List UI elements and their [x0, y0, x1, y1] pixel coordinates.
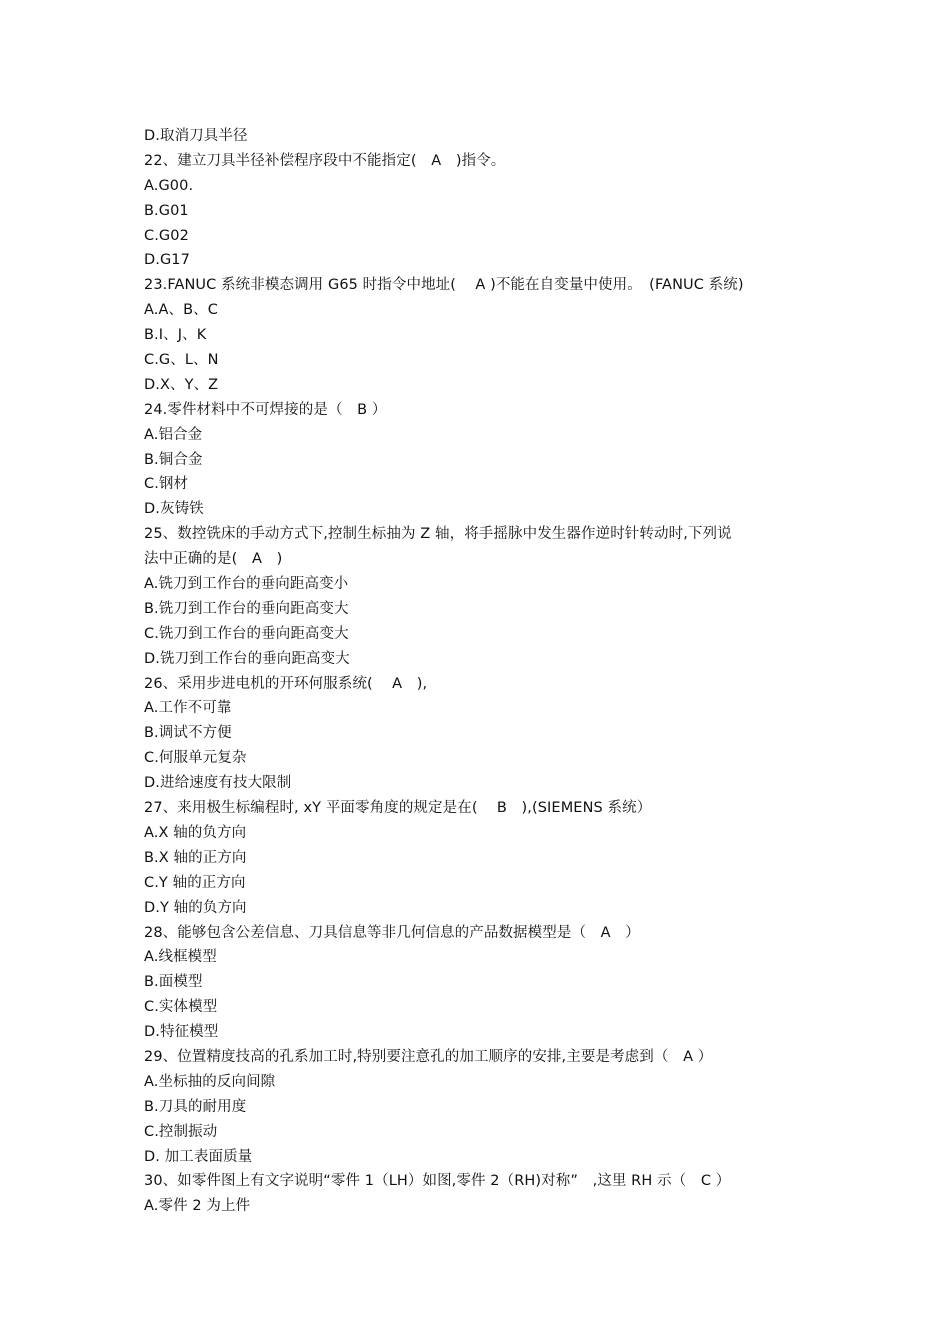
question-25-continued: 法中正确的是( A ) — [144, 551, 283, 568]
option-line: D.G17 — [144, 252, 190, 269]
option-line: B.调试不方便 — [144, 725, 232, 742]
option-line: A.坐标抽的反向间隙 — [144, 1073, 276, 1090]
question-28: 28、能够包含公差信息、刀具信息等非几何信息的产品数据模型是（ A ） — [144, 924, 640, 941]
option-line: A.G00. — [144, 177, 194, 194]
question-24: 24.零件材料中不可焊接的是（ B ） — [144, 401, 387, 418]
option-line: B.面模型 — [144, 974, 203, 991]
option-line: D.进给速度有技大限制 — [144, 775, 292, 792]
option-line: A.工作不可靠 — [144, 700, 232, 717]
option-line: C.钢材 — [144, 476, 189, 493]
option-line: D.X、Y、Z — [144, 376, 219, 393]
option-line: C.G、L、N — [144, 352, 219, 369]
text-line: D.取消刀具半径 — [144, 128, 248, 144]
option-line: D.Y 轴的负方向 — [144, 899, 247, 916]
option-line: A.铣刀到工作台的垂向距高变小 — [144, 576, 349, 593]
question-23: 23.FANUC 系统非模态调用 G65 时指令中地址( A )不能在自变量中使用。 (FANUC 系统) — [144, 277, 744, 294]
option-line: A.A、B、C — [144, 302, 218, 319]
option-line: D.灰铸铁 — [144, 501, 204, 518]
option-line: B.X 轴的正方向 — [144, 849, 247, 866]
option-line: C.铣刀到工作台的垂向距高变大 — [144, 625, 349, 642]
option-line: D.特征模型 — [144, 1024, 219, 1041]
question-27: 27、来用极生标编程时, xY 平面零角度的规定是在( B ),(SIEMENS 系统） — [144, 800, 652, 817]
option-line: B.铜合金 — [144, 451, 203, 468]
option-line: B.I、J、K — [144, 327, 207, 344]
option-line: B.铣刀到工作台的垂向距高变大 — [144, 600, 349, 617]
question-25: 25、数控铣床的手动方式下,控制生标抽为 Z 轴，将手摇脉中发生器作逆时针转动时,下列说 — [144, 526, 732, 543]
question-29: 29、位置精度技高的孔系加工时,特别要注意孔的加工顺序的安排,主要是考虑到（ A ） — [144, 1048, 713, 1065]
question-26: 26、采用步进电机的开环何服系统( A ), — [144, 675, 428, 692]
option-line: A.线框模型 — [144, 949, 217, 966]
question-30: 30、如零件图上有文字说明“零件 1（LH）如图,零件 2（RH)对称” ,这里 RH 示（ C ） — [144, 1173, 731, 1190]
option-line: B.刀具的耐用度 — [144, 1098, 247, 1115]
option-line: A.铝合金 — [144, 426, 203, 443]
question-22: 22、建立刀具半径补偿程序段中不能指定( A )指令。 — [144, 152, 506, 169]
option-line: C.Y 轴的正方向 — [144, 874, 246, 891]
document-page — [144, 124, 814, 1219]
option-line: A.X 轴的负方向 — [144, 824, 247, 841]
option-line: C.何服单元复杂 — [144, 750, 247, 767]
option-line: C.控制振动 — [144, 1123, 218, 1140]
option-line: C.实体模型 — [144, 999, 218, 1016]
option-line: D.铣刀到工作台的垂向距高变大 — [144, 650, 350, 667]
option-line: B.G01 — [144, 202, 189, 219]
option-line: C.G02 — [144, 227, 189, 244]
option-line: D. 加工表面质量 — [144, 1148, 253, 1165]
option-line: A.零件 2 为上件 — [144, 1198, 251, 1215]
